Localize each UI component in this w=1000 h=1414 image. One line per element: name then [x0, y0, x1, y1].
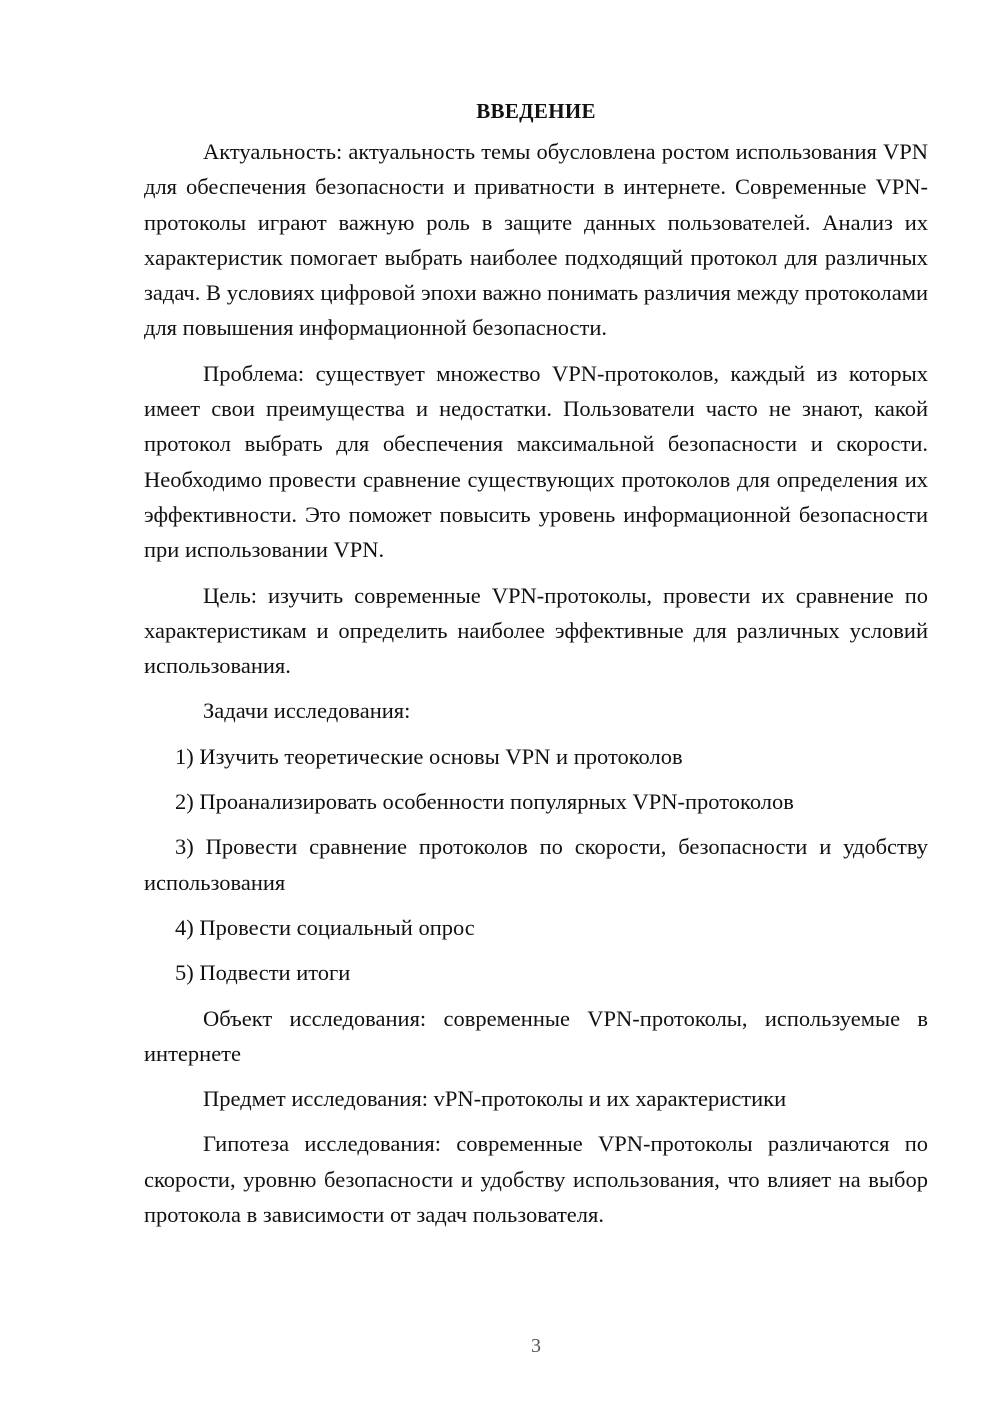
paragraph-problem: Проблема: существует множество VPN-протоколов, каждый из которых имеет свои преимущества и недостатки. Пользователи часто не знают, какой протокол выбрать для обеспечения максимальной безопасности и скорости. Необходимо провести сравнение существующих протоколов для определения их эффективности. Это поможет повысить уровень информационной безопасности при использовании VPN.	[144, 360, 928, 563]
list-item-task-3: 3) Провести сравнение протоколов по скорости, безопасности и удобству использования	[144, 834, 928, 895]
paragraph-hypothesis: Гипотеза исследования: современные VPN-протоколы различаются по скорости, уровню безопасности и удобству использования, что влияет на выбор протокола в зависимости от задач пользователя.	[144, 1131, 928, 1228]
paragraph-object: Объект исследования: современные VPN-протоколы, используемые в интернете	[144, 1005, 928, 1066]
list-item-task-1: 1) Изучить теоретические основы VPN и протоколов	[175, 743, 683, 769]
page-content	[144, 96, 928, 1232]
page-number: 3	[531, 1335, 541, 1357]
list-item-task-5: 5) Подвести итоги	[175, 960, 351, 986]
paragraph-relevance: Актуальность: актуальность темы обусловлена ростом использования VPN для обеспечения безопасности и приватности в интернете. Современные VPN-протоколы играют важную роль в защите данных пользователей. Анализ их характеристик помогает выбрать наиболее подходящий протокол для различных задач. В условиях цифровой эпохи важно понимать различия между протоколами для повышения информационной безопасности.	[144, 139, 928, 341]
list-item-task-4: 4) Провести социальный опрос	[175, 914, 475, 940]
section-heading: ВВЕДЕНИЕ	[476, 99, 596, 123]
paragraph-goal: Цель: изучить современные VPN-протоколы, провести их сравнение по характеристикам и определить наиболее эффективные для различных условий использования.	[144, 582, 928, 679]
tasks-list	[144, 739, 928, 991]
paragraph-subject: Предмет исследования: vPN-протоколы и их характеристики	[203, 1086, 787, 1112]
list-item-task-2: 2) Проанализировать особенности популярных VPN-протоколов	[175, 789, 794, 815]
paragraph-tasks-title: Задачи исследования:	[203, 698, 411, 724]
